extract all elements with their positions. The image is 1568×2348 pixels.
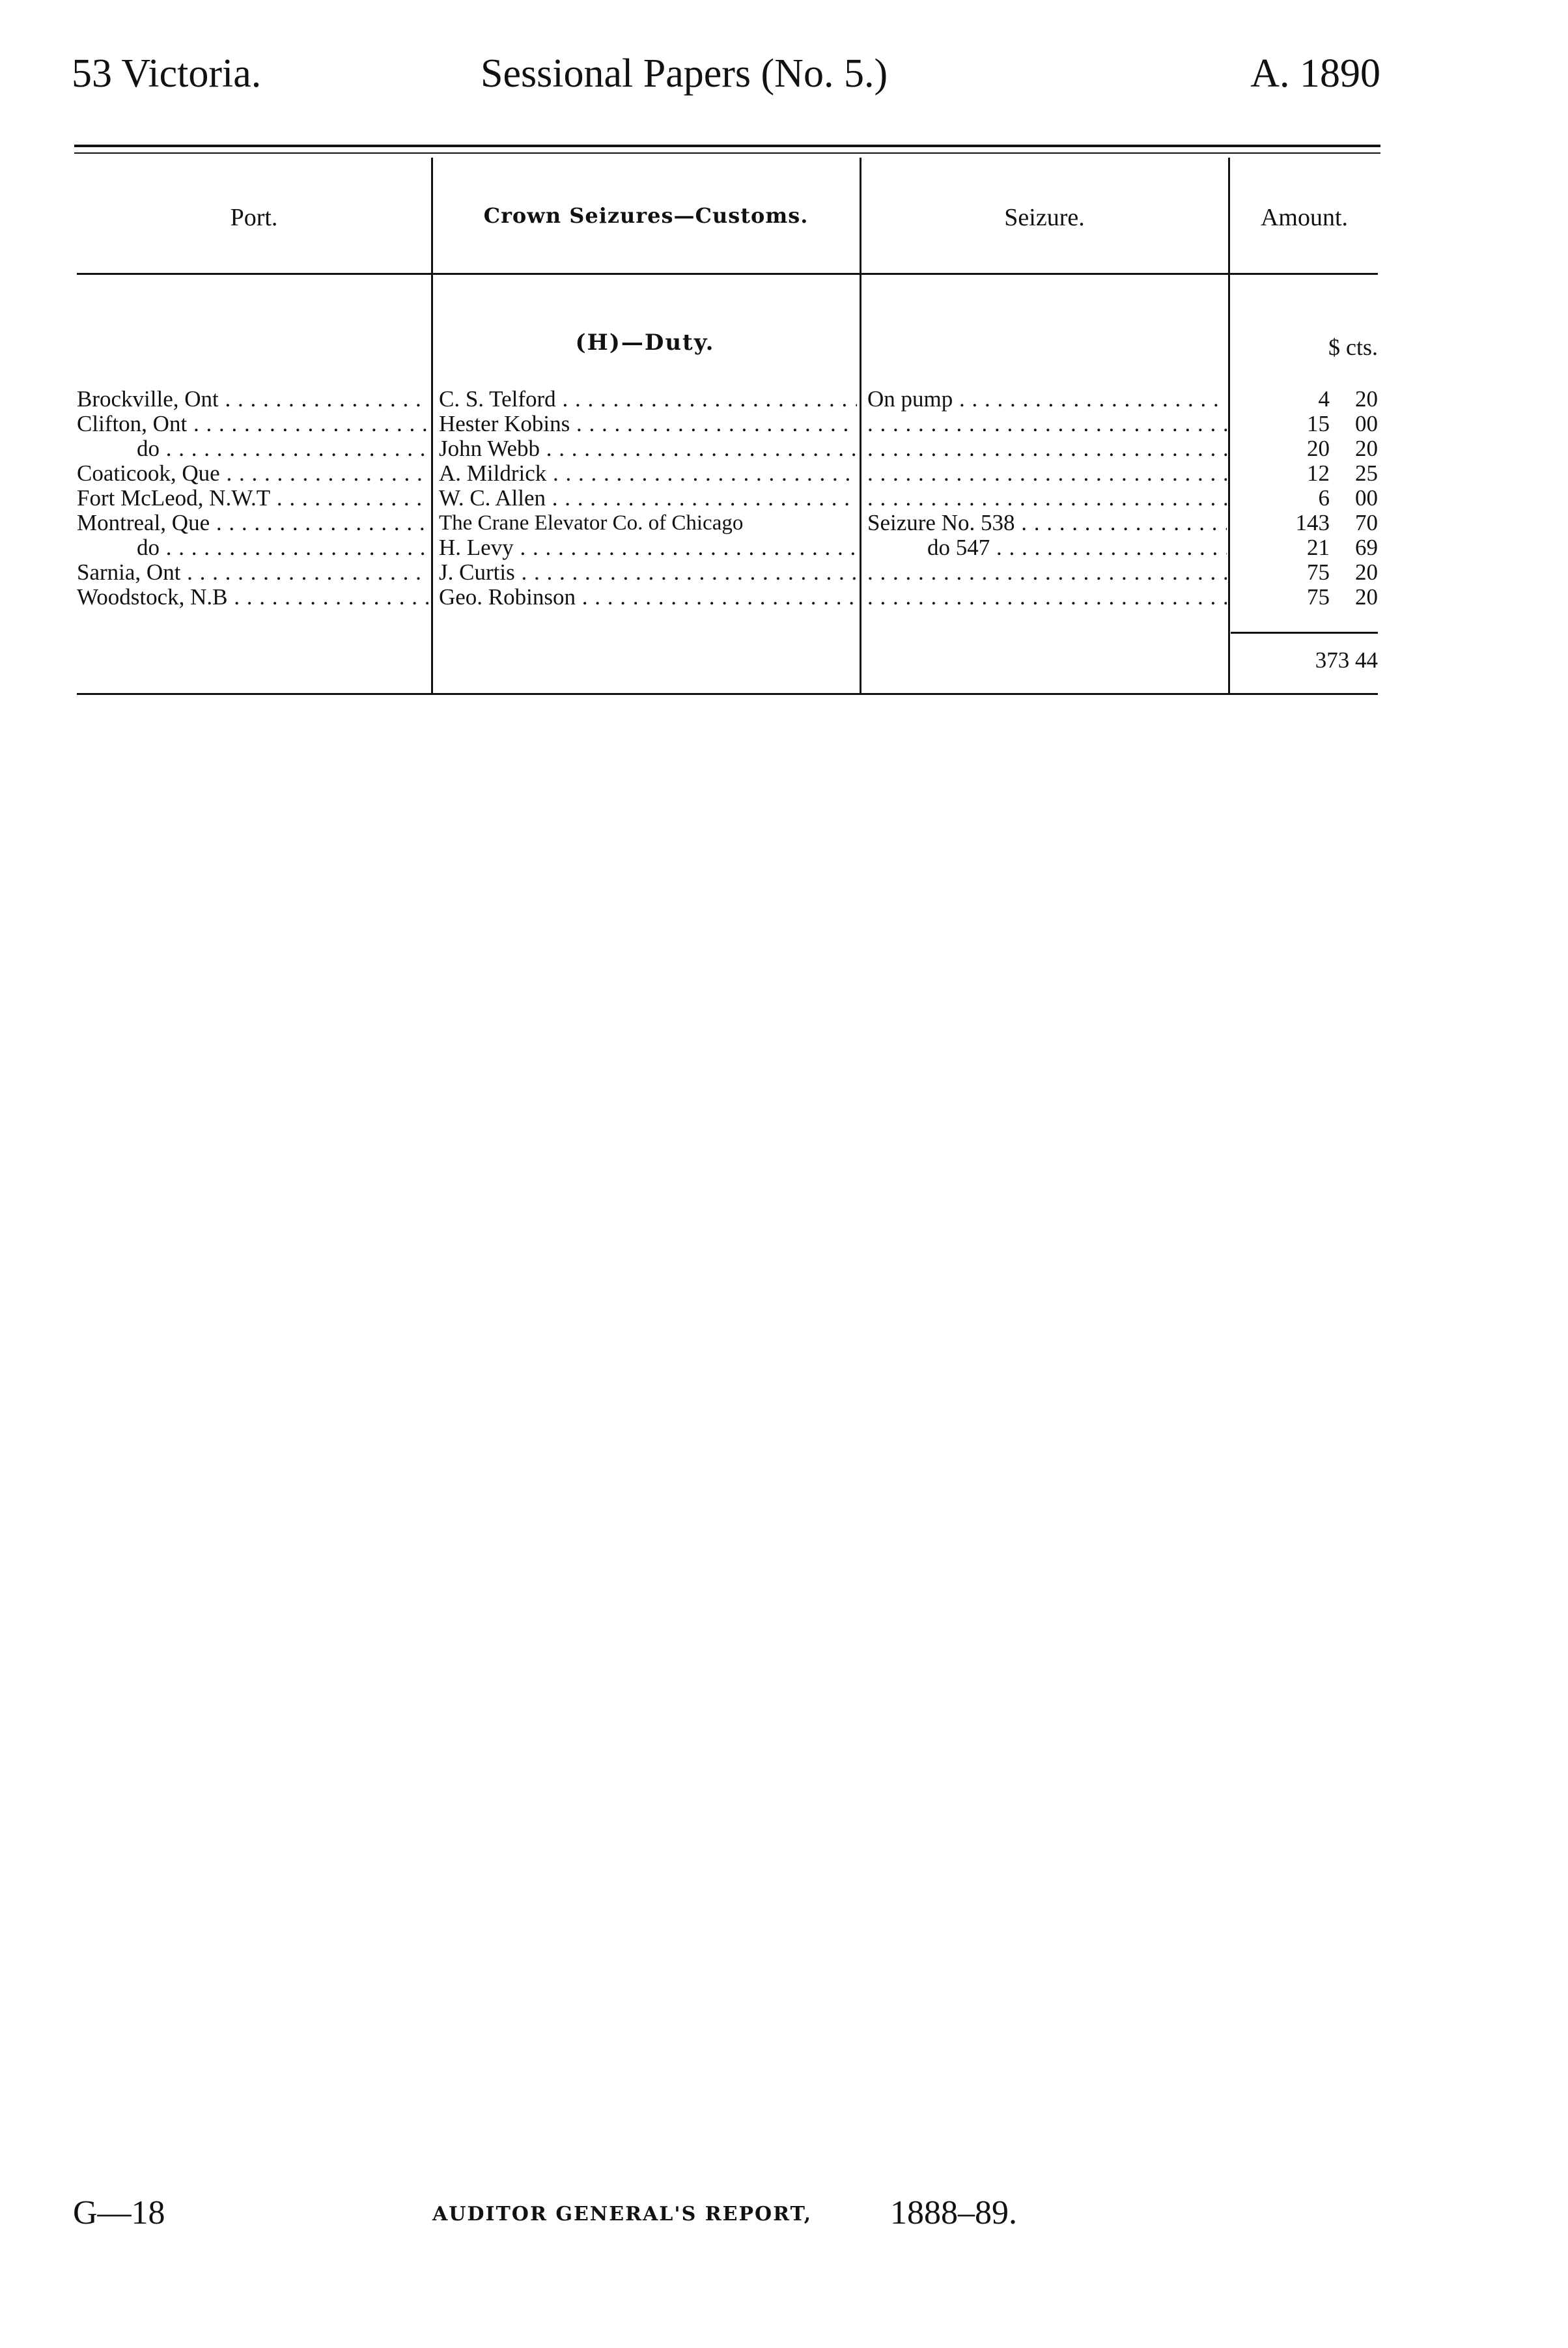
seizure-cell (867, 560, 1227, 585)
column-header-seizure: Seizure. (1004, 204, 1085, 231)
top-rule-thin (74, 152, 1380, 154)
claimant-cell: A. Mildrick . . . (439, 461, 857, 486)
header-session: 53 Victoria. (72, 51, 262, 96)
seizure-cell: do 547 . . . (927, 535, 1227, 560)
amount-cents: 00 (1355, 486, 1378, 511)
page-footer (73, 2194, 1050, 2239)
table-row (77, 535, 1378, 560)
column-header-crown-seizures: Crown Seizures—Customs. (483, 203, 809, 228)
port-cell: do . . . (137, 535, 428, 560)
claimant-cell: Geo. Robinson . . . (439, 585, 857, 610)
amount-cents: 20 (1355, 560, 1378, 585)
table-row (77, 436, 1378, 461)
amount-units: $ cts. (1328, 334, 1378, 360)
seizures-table (77, 158, 1378, 695)
amount-cents: 70 (1355, 511, 1378, 535)
header-title: Sessional Papers (No. 5.) (481, 51, 888, 96)
port-cell: Sarnia, Ont . . . (77, 560, 428, 585)
amount-dollars: 20 (1307, 436, 1330, 461)
amount-dollars: 75 (1307, 560, 1330, 585)
table-row (77, 387, 1378, 412)
amount-cents: 20 (1355, 387, 1378, 412)
page-folio: G—18 (73, 2194, 165, 2231)
amount-dollars: 12 (1307, 461, 1330, 486)
amount-cents: 69 (1355, 535, 1378, 560)
amount-dollars: 21 (1307, 535, 1330, 560)
bottom-rule (77, 693, 1378, 695)
claimant-cell: C. S. Telford . . . (439, 387, 857, 412)
claimant-cell: W. C. Allen . . . (439, 486, 857, 511)
amount-cents: 20 (1355, 436, 1378, 461)
seizure-cell (867, 486, 1227, 511)
claimant-cell: Hester Kobins . . . (439, 412, 857, 436)
port-cell: Woodstock, N.B . . . (77, 585, 428, 610)
amount-dollars: 6 (1318, 486, 1330, 511)
seizure-cell (867, 585, 1227, 610)
claimant-cell: J. Curtis . . . (439, 560, 857, 585)
port-cell: Coaticook, Que . . . (77, 461, 428, 486)
report-year: 1888–89. (890, 2194, 1017, 2231)
total-amount: 373 44 (1315, 647, 1378, 673)
table-row (77, 412, 1378, 436)
amount-dollars: 75 (1307, 585, 1330, 610)
column-header-amount: Amount. (1260, 204, 1349, 231)
header-year: A. 1890 (1250, 51, 1380, 96)
total-rule (1231, 632, 1378, 634)
top-rule (74, 145, 1380, 147)
header-rule (77, 273, 1378, 275)
port-cell: do . . . (137, 436, 428, 461)
seizure-cell: Seizure No. 538 . . . (867, 511, 1227, 535)
claimant-cell: John Webb . . . (439, 436, 857, 461)
amount-dollars: 143 (1295, 511, 1330, 535)
seizure-cell (867, 436, 1227, 461)
seizure-cell (867, 461, 1227, 486)
table-row (77, 560, 1378, 585)
table-row (77, 585, 1378, 610)
port-cell: Clifton, Ont . . . (77, 412, 428, 436)
amount-dollars: 4 (1318, 387, 1330, 412)
running-head (72, 51, 1380, 109)
port-cell: Montreal, Que . . . (77, 511, 428, 535)
seizure-cell (867, 412, 1227, 436)
port-cell: Brockville, Ont . . . (77, 387, 428, 412)
claimant-cell: H. Levy . . . (439, 535, 857, 560)
column-header-port: Port. (230, 204, 278, 231)
amount-cents: 25 (1355, 461, 1378, 486)
seizure-cell: On pump . . . (867, 387, 1227, 412)
table-row (77, 486, 1378, 511)
report-title: AUDITOR GENERAL'S REPORT, (432, 2203, 813, 2226)
amount-cents: 00 (1355, 412, 1378, 436)
claimant-cell: The Crane Elevator Co. of Chicago (439, 511, 744, 535)
section-heading: (H)—Duty. (575, 330, 715, 356)
amount-cents: 20 (1355, 585, 1378, 610)
table-row (77, 461, 1378, 486)
amount-dollars: 15 (1307, 412, 1330, 436)
table-row (77, 511, 1378, 535)
port-cell: Fort McLeod, N.W.T . . . (77, 486, 428, 511)
